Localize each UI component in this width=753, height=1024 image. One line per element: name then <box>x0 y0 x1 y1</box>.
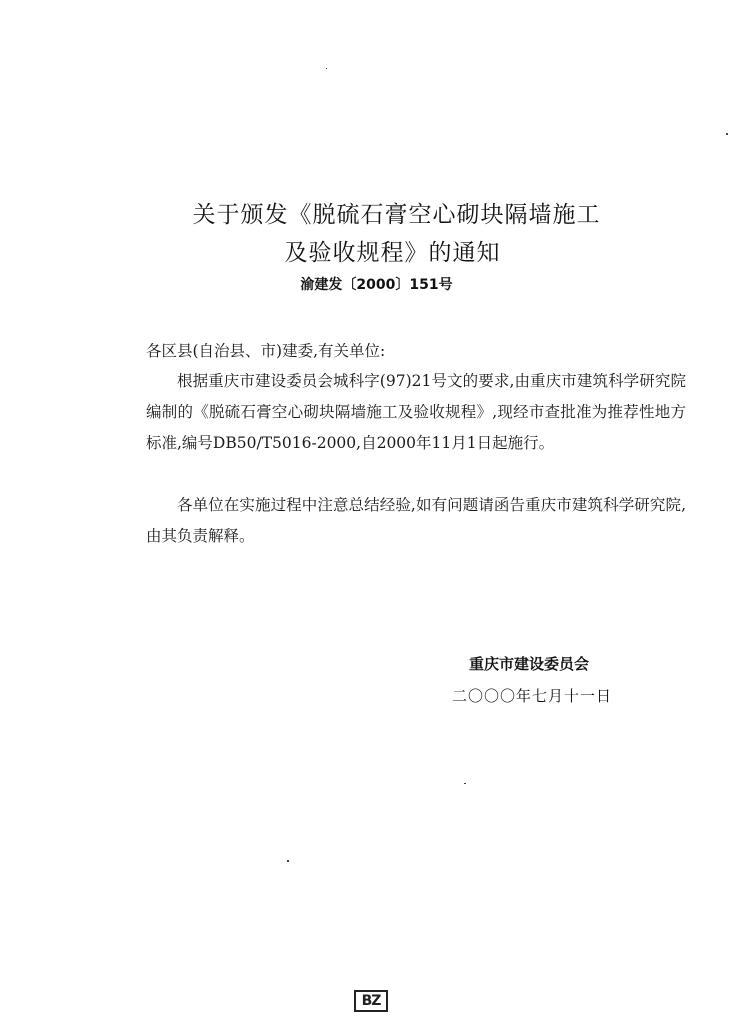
notice-title-line-1: 关于颁发《脱硫石膏空心砌块隔墙施工 <box>192 202 601 228</box>
scan-speck <box>726 133 728 135</box>
publisher-logo: BZ <box>354 990 388 1012</box>
scan-speck <box>326 68 327 69</box>
document-number: 渝建发〔2000〕151号 <box>300 277 453 293</box>
scan-speck <box>464 783 466 784</box>
notice-title-line-2: 及验收规程》的通知 <box>284 240 501 266</box>
body-paragraph-1: 根据重庆市建设委员会城科字(97)21号文的要求,由重庆市建筑科学研究院编制的《脱硫石膏空心砌块隔墙施工及验收规程》,现经市查批准为推荐性地方标准,编号DB50/T5016-2000,自2000年11月1日起施行。 <box>146 372 686 452</box>
salutation: 各区县(自治县、市)建委,有关单位: <box>146 342 386 360</box>
signing-date: 二〇〇〇年七月十一日 <box>452 687 613 705</box>
scan-speck <box>287 860 289 862</box>
signing-authority: 重庆市建设委员会 <box>469 655 590 673</box>
body-paragraph-2: 各单位在实施过程中注意总结经验,如有问题请函告重庆市建筑科学研究院,由其负责解释。 <box>146 496 686 545</box>
